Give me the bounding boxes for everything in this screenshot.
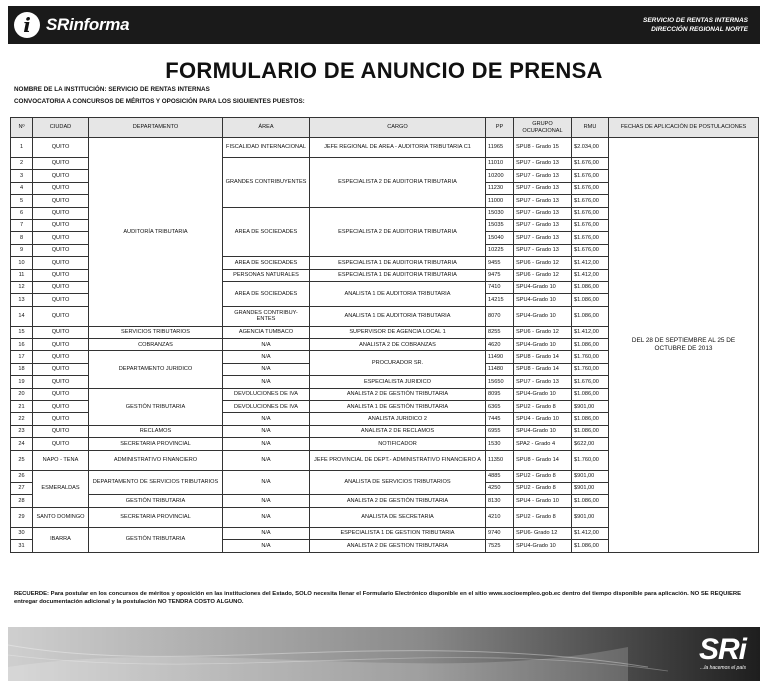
group-cell: SPU6- Grado 12 [514, 527, 572, 539]
city-cell: NAPO - TENA [33, 450, 89, 470]
position-cell: ANALISTA DE SECRETARIA [310, 507, 486, 527]
row-number: 22 [11, 413, 33, 425]
rmu-cell: $901,00 [572, 401, 609, 413]
rmu-cell: $1.086,00 [572, 388, 609, 400]
department-cell: AUDITORÍA TRIBUTARIA [89, 138, 223, 327]
pp-cell: 9740 [486, 527, 514, 539]
department-cell: ADMINISTRATIVO FINANCIERO [89, 450, 223, 470]
city-cell: QUITO [33, 170, 89, 182]
position-cell: ANALISTA DE SERVICIOS TRIBUTARIOS [310, 470, 486, 495]
header-num: Nº [11, 118, 33, 138]
group-cell: SPU2 - Grado 8 [514, 401, 572, 413]
city-cell: QUITO [33, 269, 89, 281]
row-number: 7 [11, 219, 33, 231]
department-cell: COBRANZAS [89, 339, 223, 351]
area-cell: N/A [223, 450, 310, 470]
rmu-cell: $1.676,00 [572, 219, 609, 231]
header-bar [8, 6, 760, 44]
city-cell: QUITO [33, 244, 89, 256]
pp-cell: 15035 [486, 219, 514, 231]
city-cell: QUITO [33, 413, 89, 425]
position-cell: ESPECIALISTA JURIDICO [310, 376, 486, 388]
city-cell: QUITO [33, 158, 89, 170]
area-cell: AREA DE SOCIEDADES [223, 257, 310, 269]
row-number: 27 [11, 482, 33, 494]
header-fechas: FECHAS DE APLICACIÓN DE POSTULACIONES [609, 118, 759, 138]
srinforma-logo [14, 12, 129, 38]
org-line-2: DIRECCIÓN REGIONAL NORTE [651, 26, 748, 33]
row-number: 11 [11, 269, 33, 281]
rmu-cell: $1.086,00 [572, 540, 609, 552]
position-cell: ESPECIALISTA 1 DE AUDITORIA TRIBUTARIA [310, 269, 486, 281]
group-cell: SPU7 - Grado 13 [514, 158, 572, 170]
area-cell: DEVOLUCIONES DE IVA [223, 388, 310, 400]
row-number: 25 [11, 450, 33, 470]
department-cell: GESTIÓN TRIBUTARIA [89, 527, 223, 552]
rmu-cell: $1.412,00 [572, 257, 609, 269]
group-cell: SPU4-Grado 10 [514, 425, 572, 437]
rmu-cell: $901,00 [572, 507, 609, 527]
header-rmu: RMU [572, 118, 609, 138]
group-cell: SPU4-Grado 10 [514, 281, 572, 293]
area-cell: AGENCIA TUMBACO [223, 326, 310, 338]
row-number: 28 [11, 495, 33, 507]
row-number: 21 [11, 401, 33, 413]
area-cell: N/A [223, 495, 310, 507]
department-cell: SECRETARIA PROVINCIAL [89, 507, 223, 527]
pp-cell: 4620 [486, 339, 514, 351]
pp-cell: 8070 [486, 306, 514, 326]
footer-bar [8, 627, 760, 681]
group-cell: SPU4-Grado 10 [514, 306, 572, 326]
logo-text: SRinforma [46, 15, 130, 34]
pp-cell: 9475 [486, 269, 514, 281]
area-cell: AREA DE SOCIEDADES [223, 207, 310, 257]
row-number: 18 [11, 363, 33, 375]
position-cell: PROCURADOR SR. [310, 351, 486, 376]
group-cell: SPU6 - Grado 12 [514, 257, 572, 269]
org-line-1: SERVICIO DE RENTAS INTERNAS [643, 17, 748, 24]
pp-cell: 8095 [486, 388, 514, 400]
rmu-cell: $1.760,00 [572, 363, 609, 375]
row-number: 12 [11, 281, 33, 293]
institution-line: NOMBRE DE LA INSTITUCIÓN: SERVICIO DE RENTAS INTERNAS [14, 86, 210, 93]
header-grupo: GRUPO OCUPACIONAL [514, 118, 572, 138]
group-cell: SPU4-Grado 10 [514, 388, 572, 400]
table-header-row [11, 118, 759, 138]
pp-cell: 1530 [486, 438, 514, 450]
position-cell: ANALISTA JURIDICO 2 [310, 413, 486, 425]
group-cell: SPU6 - Grado 12 [514, 269, 572, 281]
city-cell: QUITO [33, 257, 89, 269]
pp-cell: 4210 [486, 507, 514, 527]
city-cell: SANTO DOMINGO [33, 507, 89, 527]
sri-logo: SRi [698, 633, 746, 666]
area-cell: N/A [223, 351, 310, 363]
header-pp: PP [486, 118, 514, 138]
group-cell: SPU7 - Grado 13 [514, 182, 572, 194]
group-cell: SPU2 - Grado 8 [514, 507, 572, 527]
rmu-cell: $1.760,00 [572, 450, 609, 470]
area-cell: N/A [223, 376, 310, 388]
pp-cell: 11010 [486, 158, 514, 170]
group-cell: SPU8 - Grado 15 [514, 138, 572, 158]
organization-name [643, 16, 748, 34]
city-cell: QUITO [33, 232, 89, 244]
position-cell: ANALISTA 1 DE GESTIÓN TRIBUTARIA [310, 401, 486, 413]
group-cell: SPU7 - Grado 13 [514, 219, 572, 231]
rmu-cell: $1.086,00 [572, 306, 609, 326]
city-cell: QUITO [33, 219, 89, 231]
rmu-cell: $1.676,00 [572, 244, 609, 256]
position-cell: NOTIFICADOR [310, 438, 486, 450]
pp-cell: 11490 [486, 351, 514, 363]
pp-cell: 11000 [486, 195, 514, 207]
group-cell: SPU4-Grado 10 [514, 339, 572, 351]
position-cell: SUPERVISOR DE AGENCIA LOCAL 1 [310, 326, 486, 338]
pp-cell: 11350 [486, 450, 514, 470]
rmu-cell: $1.086,00 [572, 413, 609, 425]
row-number: 6 [11, 207, 33, 219]
group-cell: SPU7 - Grado 13 [514, 207, 572, 219]
city-cell: QUITO [33, 294, 89, 306]
rmu-cell: $1.412,00 [572, 269, 609, 281]
pp-cell: 15650 [486, 376, 514, 388]
department-cell: SERVICIOS TRIBUTARIOS [89, 326, 223, 338]
position-cell: ESPECIALISTA 2 DE AUDITORIA TRIBUTARIA [310, 207, 486, 257]
pp-cell: 11480 [486, 363, 514, 375]
rmu-cell: $1.086,00 [572, 425, 609, 437]
city-cell: QUITO [33, 326, 89, 338]
group-cell: SPU2 - Grado 8 [514, 470, 572, 482]
row-number: 23 [11, 425, 33, 437]
info-icon: i [14, 12, 40, 38]
row-number: 17 [11, 351, 33, 363]
position-cell: ESPECIALISTA 2 DE AUDITORIA TRIBUTARIA [310, 158, 486, 208]
row-number: 26 [11, 470, 33, 482]
rmu-cell: $1.676,00 [572, 158, 609, 170]
city-cell: QUITO [33, 195, 89, 207]
department-cell: GESTIÓN TRIBUTARIA [89, 388, 223, 425]
area-cell: N/A [223, 527, 310, 539]
rmu-cell: $1.760,00 [572, 351, 609, 363]
group-cell: SPU7 - Grado 13 [514, 170, 572, 182]
rmu-cell: $1.676,00 [572, 376, 609, 388]
sri-slogan: ...la hacemos el país [700, 665, 746, 671]
area-cell: N/A [223, 425, 310, 437]
header-ciudad: CIUDAD [33, 118, 89, 138]
row-number: 3 [11, 170, 33, 182]
header-departamento: DEPARTAMENTO [89, 118, 223, 138]
rmu-cell: $2.034,00 [572, 138, 609, 158]
rmu-cell: $1.676,00 [572, 182, 609, 194]
pp-cell: 8130 [486, 495, 514, 507]
rmu-cell: $1.412,00 [572, 527, 609, 539]
city-cell: QUITO [33, 401, 89, 413]
pp-cell: 8255 [486, 326, 514, 338]
group-cell: SPU4 - Grado 10 [514, 495, 572, 507]
row-number: 9 [11, 244, 33, 256]
pp-cell: 15040 [486, 232, 514, 244]
city-cell: QUITO [33, 425, 89, 437]
city-cell: QUITO [33, 388, 89, 400]
department-cell: SECRETARIA PROVINCIAL [89, 438, 223, 450]
header-area: ÁREA [223, 118, 310, 138]
position-cell: ANALISTA 2 DE GESTIÓN TRIBUTARIA [310, 495, 486, 507]
group-cell: SPU7 - Grado 13 [514, 244, 572, 256]
city-cell: QUITO [33, 438, 89, 450]
position-cell: ESPECIALISTA 1 DE GESTION TRIBUTARIA [310, 527, 486, 539]
rmu-cell: $1.676,00 [572, 170, 609, 182]
table-row [11, 138, 759, 158]
group-cell: SPU8 - Grado 14 [514, 363, 572, 375]
city-cell: QUITO [33, 306, 89, 326]
group-cell: SPU7 - Grado 13 [514, 376, 572, 388]
application-dates-cell: DEL 28 DE SEPTIEMBRE AL 25 DE OCTUBRE DE 2013 [609, 138, 759, 553]
pp-cell: 4885 [486, 470, 514, 482]
header-cargo: CARGO [310, 118, 486, 138]
pp-cell: 14215 [486, 294, 514, 306]
rmu-cell: $622,00 [572, 438, 609, 450]
pp-cell: 6955 [486, 425, 514, 437]
row-number: 4 [11, 182, 33, 194]
rmu-cell: $1.676,00 [572, 195, 609, 207]
group-cell: SPU4 - Grado 10 [514, 413, 572, 425]
row-number: 31 [11, 540, 33, 552]
position-cell: ANALISTA 2 DE RECLAMOS [310, 425, 486, 437]
area-cell: N/A [223, 540, 310, 552]
position-cell: JEFE REGIONAL DE AREA - AUDITORIA TRIBUTARIA C1 [310, 138, 486, 158]
position-cell: JEFE PROVINCIAL DE DEPT.- ADMINISTRATIVO FINANCIERO A [310, 450, 486, 470]
group-cell: SPU7 - Grado 13 [514, 195, 572, 207]
row-number: 5 [11, 195, 33, 207]
rmu-cell: $1.086,00 [572, 339, 609, 351]
group-cell: SPU6 - Grado 12 [514, 326, 572, 338]
rmu-cell: $901,00 [572, 482, 609, 494]
city-cell: QUITO [33, 363, 89, 375]
city-cell: QUITO [33, 376, 89, 388]
footer-swoosh [8, 627, 760, 681]
pp-cell: 15030 [486, 207, 514, 219]
group-cell: SPU2 - Grado 8 [514, 482, 572, 494]
row-number: 13 [11, 294, 33, 306]
row-number: 24 [11, 438, 33, 450]
pp-cell: 11230 [486, 182, 514, 194]
page-title: FORMULARIO DE ANUNCIO DE PRENSA [165, 58, 603, 83]
row-number: 2 [11, 158, 33, 170]
pp-cell: 7410 [486, 281, 514, 293]
position-cell: ANALISTA 2 DE COBRANZAS [310, 339, 486, 351]
area-cell: N/A [223, 470, 310, 495]
rmu-cell: $1.086,00 [572, 281, 609, 293]
rmu-cell: $1.676,00 [572, 207, 609, 219]
city-cell: IBARRA [33, 527, 89, 552]
group-cell: SPU8 - Grado 14 [514, 351, 572, 363]
area-cell: N/A [223, 507, 310, 527]
position-cell: ANALISTA 1 DE AUDITORIA TRIBUTARIA [310, 306, 486, 326]
row-number: 30 [11, 527, 33, 539]
position-cell: ANALISTA 1 DE AUDITORIA TRIBUTARIA [310, 281, 486, 306]
rmu-cell: $1.676,00 [572, 232, 609, 244]
department-cell: GESTIÓN TRIBUTARIA [89, 495, 223, 507]
pp-cell: 6365 [486, 401, 514, 413]
row-number: 16 [11, 339, 33, 351]
area-cell: PERSONAS NATURALES [223, 269, 310, 281]
department-cell: DEPARTAMENTO DE SERVICIOS TRIBUTARIOS [89, 470, 223, 495]
position-cell: ESPECIALISTA 1 DE AUDITORIA TRIBUTARIA [310, 257, 486, 269]
group-cell: SPU7 - Grado 13 [514, 232, 572, 244]
positions-table [10, 117, 759, 553]
area-cell: AREA DE SOCIEDADES [223, 281, 310, 306]
group-cell: SPU4-Grado 10 [514, 294, 572, 306]
city-cell: QUITO [33, 182, 89, 194]
area-cell: N/A [223, 339, 310, 351]
city-cell: QUITO [33, 207, 89, 219]
area-cell: N/A [223, 363, 310, 375]
row-number: 15 [11, 326, 33, 338]
area-cell: GRANDES CONTRIBUY-ENTES [223, 306, 310, 326]
position-cell: ANALISTA 2 DE GESTIÓN TRIBUTARIA [310, 388, 486, 400]
position-cell: ANALISTA 2 DE GESTION TRIBUTARIA [310, 540, 486, 552]
reminder-note: RECUERDE: Para postular en los concursos de méritos y oposición en las instituciones del Estado, SOLO necesita llenar el Formulario Electrónico disponible en el sitio www.socioempleo.gob.ec dentro del tiempo disponible para aplicación. NO SE REQUIERE entregar documentación adicional y la postulación NO TENDRA COSTO ALGUNO. [14, 591, 742, 605]
city-cell: QUITO [33, 339, 89, 351]
call-line: CONVOCATORIA A CONCURSOS DE MÉRITOS Y OPOSICIÓN PARA LOS SIGUIENTES PUESTOS: [14, 98, 305, 105]
group-cell: SPU4-Grado 10 [514, 540, 572, 552]
area-cell: DEVOLUCIONES DE IVA [223, 401, 310, 413]
row-number: 19 [11, 376, 33, 388]
row-number: 1 [11, 138, 33, 158]
pp-cell: 4250 [486, 482, 514, 494]
area-cell: GRANDES CONTRIBUYENTES [223, 158, 310, 208]
rmu-cell: $1.086,00 [572, 294, 609, 306]
row-number: 29 [11, 507, 33, 527]
row-number: 8 [11, 232, 33, 244]
row-number: 14 [11, 306, 33, 326]
pp-cell: 7525 [486, 540, 514, 552]
pp-cell: 9455 [486, 257, 514, 269]
row-number: 10 [11, 257, 33, 269]
group-cell: SPA2 - Grado 4 [514, 438, 572, 450]
pp-cell: 10200 [486, 170, 514, 182]
rmu-cell: $1.086,00 [572, 495, 609, 507]
row-number: 20 [11, 388, 33, 400]
area-cell: N/A [223, 438, 310, 450]
group-cell: SPU8 - Grado 14 [514, 450, 572, 470]
area-cell: N/A [223, 413, 310, 425]
pp-cell: 11965 [486, 138, 514, 158]
pp-cell: 7445 [486, 413, 514, 425]
city-cell: QUITO [33, 138, 89, 158]
area-cell: FISCALIDAD INTERNACIONAL [223, 138, 310, 158]
pp-cell: 10225 [486, 244, 514, 256]
rmu-cell: $901,00 [572, 470, 609, 482]
department-cell: RECLAMOS [89, 425, 223, 437]
city-cell: ESMERALDAS [33, 470, 89, 507]
rmu-cell: $1.412,00 [572, 326, 609, 338]
city-cell: QUITO [33, 281, 89, 293]
city-cell: QUITO [33, 351, 89, 363]
department-cell: DEPARTAMENTO JURIDICO [89, 351, 223, 388]
